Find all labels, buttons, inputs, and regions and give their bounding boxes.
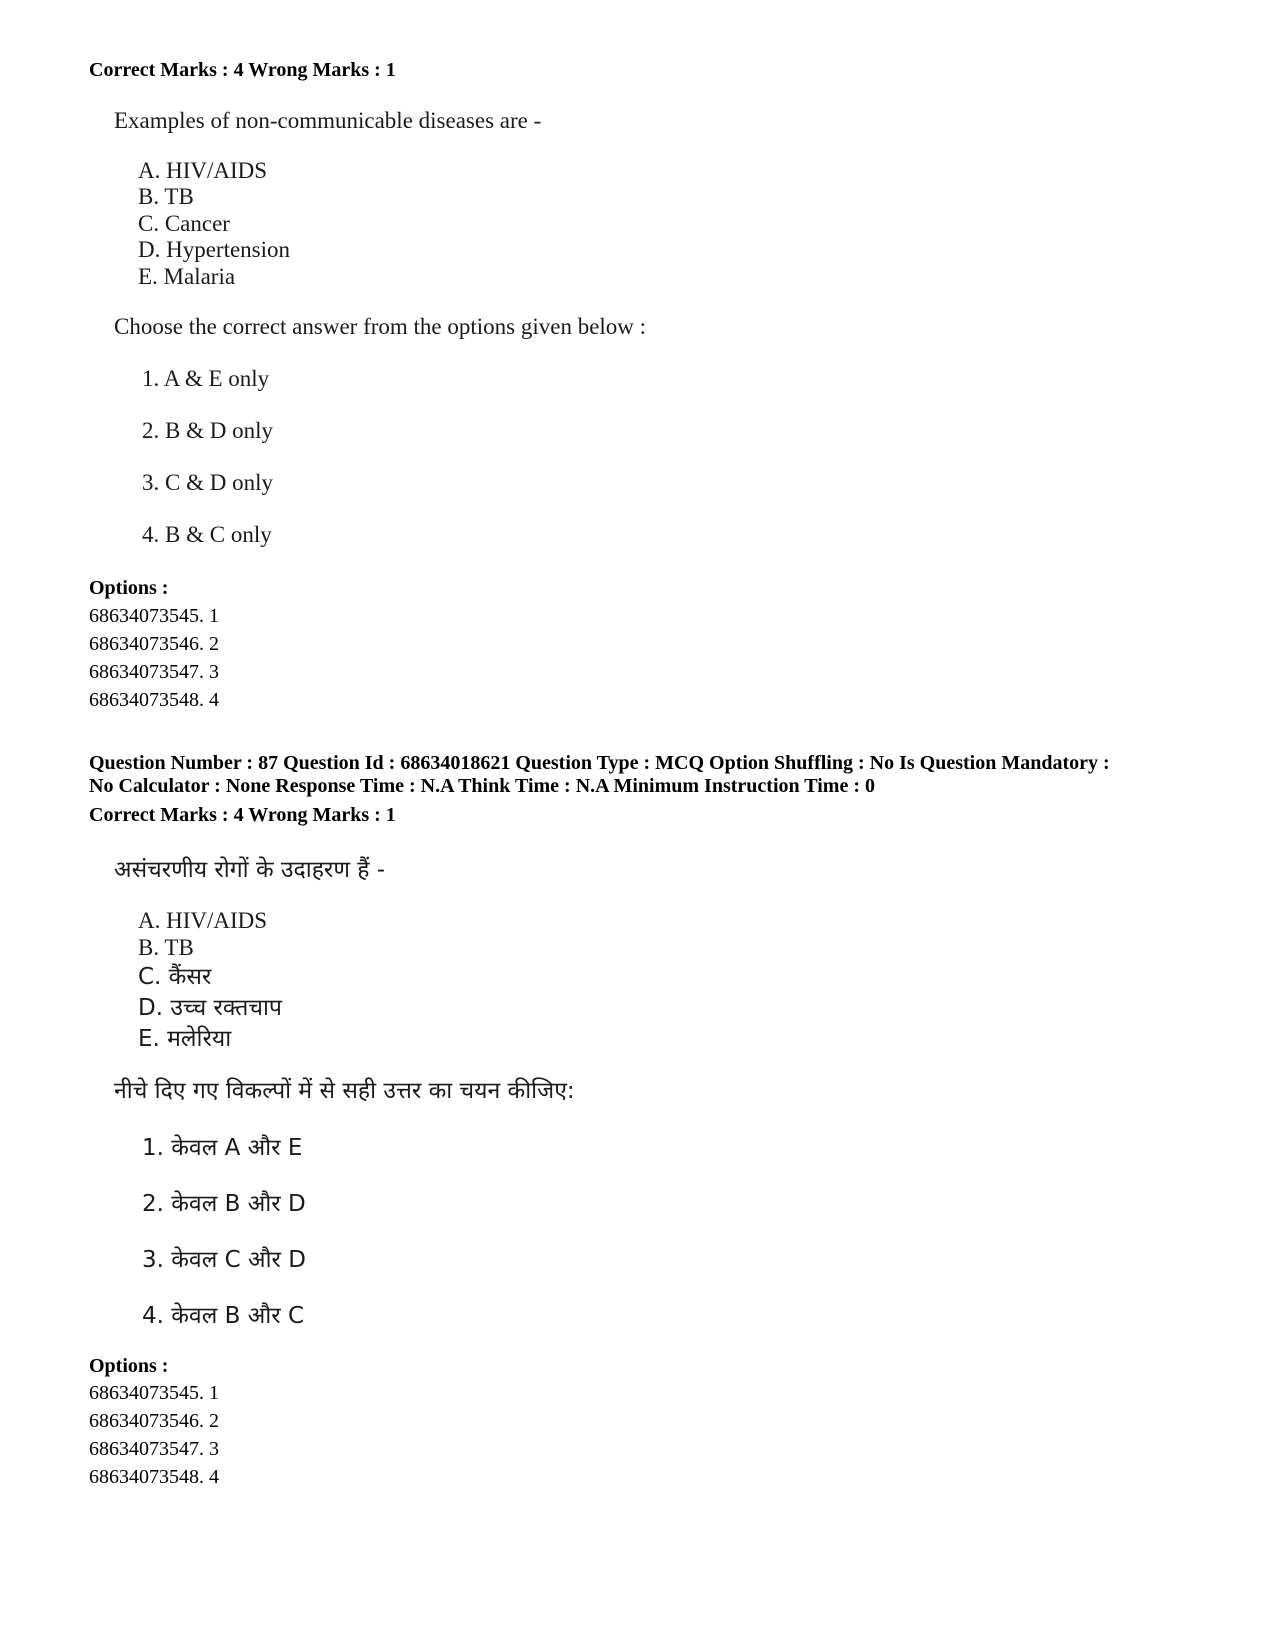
q87-option-4: 68634073548. 4 xyxy=(89,1466,219,1488)
q87-option-2: 68634073546. 2 xyxy=(89,1410,219,1432)
q86-item-a: A. HIV/AIDS xyxy=(138,158,268,183)
q87-prompt: असंचरणीय रोगों के उदाहरण हैं - xyxy=(114,857,386,883)
q86-option-3: 68634073547. 3 xyxy=(89,661,219,683)
q86-item-b: B. TB xyxy=(138,184,194,209)
q87-marks: Correct Marks : 4 Wrong Marks : 1 xyxy=(89,804,396,826)
q87-item-a: A. HIV/AIDS xyxy=(138,908,268,933)
q86-options-label: Options : xyxy=(89,577,169,599)
q86-option-4: 68634073548. 4 xyxy=(89,689,219,711)
q86-choice-1: 1. A & E only xyxy=(142,366,270,391)
q87-choice-3: 3. केवल C और D xyxy=(142,1247,306,1273)
q87-item-b: B. TB xyxy=(138,935,194,960)
q87-header-line2: No Calculator : None Response Time : N.A Think Time : N.A Minimum Instruction Time : 0 xyxy=(89,775,875,797)
q86-item-e: E. Malaria xyxy=(138,264,236,289)
q87-choice-4: 4. केवल B और C xyxy=(142,1303,305,1329)
q87-header-line1: Question Number : 87 Question Id : 68634018621 Question Type : MCQ Option Shuffling : No Is Question Mandatory : xyxy=(89,752,1110,774)
q87-choice-1: 1. केवल A और E xyxy=(142,1135,303,1161)
q87-item-e: E. मलेरिया xyxy=(138,1026,232,1052)
q86-choice-3: 3. C & D only xyxy=(142,470,273,495)
q86-item-c: C. Cancer xyxy=(138,211,230,236)
q87-instruction: नीचे दिए गए विकल्पों में से सही उत्तर का चयन कीजिए: xyxy=(114,1078,575,1104)
q86-option-2: 68634073546. 2 xyxy=(89,633,219,655)
q86-item-d: D. Hypertension xyxy=(138,237,291,262)
q87-option-3: 68634073547. 3 xyxy=(89,1438,219,1460)
q87-option-1: 68634073545. 1 xyxy=(89,1382,219,1404)
q86-prompt: Examples of non-communicable diseases are - xyxy=(114,108,542,133)
q87-options-label: Options : xyxy=(89,1355,169,1377)
q87-item-d: D. उच्च रक्तचाप xyxy=(138,995,282,1021)
q86-choice-2: 2. B & D only xyxy=(142,418,273,443)
q87-choice-2: 2. केवल B और D xyxy=(142,1191,306,1217)
q86-option-1: 68634073545. 1 xyxy=(89,605,219,627)
q86-instruction: Choose the correct answer from the options given below : xyxy=(114,314,647,339)
q87-item-c: C. कैंसर xyxy=(138,964,212,990)
q86-marks: Correct Marks : 4 Wrong Marks : 1 xyxy=(89,59,396,81)
q86-choice-4: 4. B & C only xyxy=(142,522,272,547)
